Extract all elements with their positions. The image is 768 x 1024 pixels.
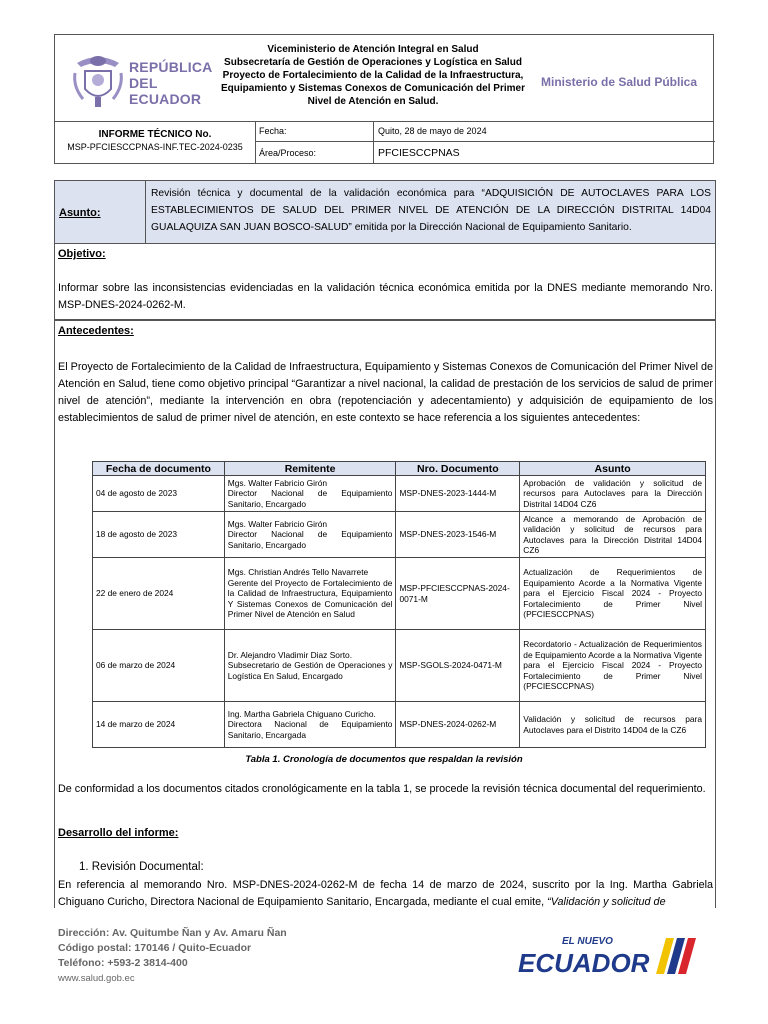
fecha-label: Fecha: — [259, 126, 287, 136]
remitente-name: Mgs. Walter Fabricio Girón — [227, 477, 328, 488]
header-title-line: Proyecto de Fortalecimiento de la Calidad de la Infraestructura, — [222, 70, 524, 81]
cell-nro: MSP-PFCIESCCPNAS-2024-0071-M — [396, 558, 520, 630]
objetivo-text: Informar sobre las inconsistencias evidenciadas en la validación técnica económica emitida por la DNES mediante memorando Nro. MSP-DNES-2024-0262-M. — [58, 282, 713, 311]
cell-asunto: Validación y solicitud de recursos para Autoclaves para el Distrito 14D04 de la CZ6 — [520, 702, 706, 748]
remitente-role: Subsecretario de Gestión de Operaciones y Logística En Salud, Encargado — [227, 660, 393, 681]
remitente-role: Gerente del Proyecto de Fortalecimiento de la Calidad de Infraestructura, Equipamiento Y Sistemas Conexos de Comunicación del Primer Nivel de Atención en Salud — [227, 577, 393, 620]
fecha-value: Quito, 28 de mayo de 2024 — [378, 126, 487, 136]
remitente-name: Mgs. Walter Fabricio Girón — [227, 518, 328, 529]
brand-main-text: ECUADOR — [518, 948, 650, 978]
desarrollo-text-italic: “Validación y solicitud de — [547, 896, 666, 908]
column-header: Asunto — [520, 462, 706, 476]
antecedentes-label: Antecedentes: — [58, 325, 134, 337]
cell-nro: MSP-DNES-2023-1444-M — [396, 476, 520, 512]
asunto-section — [54, 180, 716, 244]
remitente-role: Director Nacional de Equipamiento Sanitario, Encargado — [227, 488, 393, 509]
cell-fecha: 18 de agosto de 2023 — [93, 512, 225, 558]
report-meta — [54, 122, 714, 164]
footer-telefono: Teléfono: +593-2 3814-400 — [58, 957, 188, 969]
column-header: Fecha de documento — [93, 462, 225, 476]
ministry-name: Ministerio de Salud Pública — [541, 75, 698, 89]
informe-number: MSP-PFCIESCCPNAS-INF.TEC-2024-0235 — [67, 142, 243, 152]
header-title — [213, 43, 533, 108]
antecedentes-text: El Proyecto de Fortalecimiento de la Calidad de Infraestructura, Equipamiento y Sistemas Conexos de Comunicación del Primer Nivel de Atención en Salud, tiene como objetivo principal “Garantizar a nivel nacional, la calidad de prestación de los servicios de salud de primer nivel de atención”, mediante la intervención en obra (repotenciación y adecentamiento) y adquisición de equipamiento de los establecimientos de salud de primer nivel de atención, en este contexto se hace referencia a los siguientes antecedentes: — [58, 361, 713, 424]
objetivo-section — [54, 244, 716, 320]
asunto-text: Revisión técnica y documental de la validación económica para “ADQUISICIÓN DE AUTOCLAVES PARA LOS ESTABLECIMIENTOS DE SALUD DEL PRIMER NIVEL DE ATENCIÓN DE LA DIRECCIÓN DISTRITAL 14D04 GUALAQUIZA SAN JUAN BOSCO-SALUD” emitida por la Dirección Nacional de Equipamiento Sanitario. — [151, 188, 711, 233]
cell-asunto: Recordatorio - Actualización de Requerimientos de Equipamiento Acorde a la Normativa Vigente para el Ejercicio Fiscal 2024 - Proyecto Fortalecimiento de Primer Nivel (PFCIESCCPNAS) — [520, 630, 706, 702]
document-header — [54, 34, 714, 122]
table-caption: Tabla 1. Cronología de documentos que respaldan la revisión — [245, 754, 523, 765]
footer-web: www.salud.gob.ec — [58, 973, 135, 984]
desarrollo-text — [58, 877, 713, 911]
cell-remitente — [224, 702, 396, 748]
revision-documental-heading: 1. Revisión Documental: — [79, 861, 204, 873]
remitente-name: Ing. Martha Gabriela Chiguano Curicho. — [227, 708, 376, 719]
remitente-role: Directora Nacional de Equipamiento Sanitario, Encargada — [227, 719, 393, 740]
coat-of-arms-icon — [71, 53, 125, 109]
column-header: Remitente — [224, 462, 396, 476]
table-header-row — [93, 462, 706, 476]
cell-remitente — [224, 630, 396, 702]
footer-address — [58, 926, 287, 986]
cell-remitente — [224, 476, 396, 512]
column-header: Nro. Documento — [396, 462, 520, 476]
cell-fecha: 04 de agosto de 2023 — [93, 476, 225, 512]
table-row — [93, 702, 706, 748]
cell-nro: MSP-DNES-2023-1546-M — [396, 512, 520, 558]
cell-asunto: Aprobación de validación y solicitud de recursos para Autoclaves para la Dirección Distrital 14D04 CZ6 — [520, 476, 706, 512]
informe-label: INFORME TÉCNICO No. — [98, 129, 212, 140]
objetivo-label: Objetivo: — [58, 248, 106, 260]
republica-logo — [71, 53, 231, 113]
asunto-label: Asunto: — [59, 207, 101, 219]
cell-fecha: 14 de marzo de 2024 — [93, 702, 225, 748]
informe-block — [55, 128, 255, 153]
table-row — [93, 558, 706, 630]
cell-nro: MSP-DNES-2024-0262-M — [396, 702, 520, 748]
cell-nro: MSP-SGOLS-2024-0471-M — [396, 630, 520, 702]
desarrollo-text-plain: En referencia al memorando Nro. MSP-DNES-2024-0262-M de fecha 14 de marzo de 2024, suscrito por la Ing. Martha Gabriela Chiguano Curicho, Directora Nacional de Equipamiento Sanitario, Encargada, mediante el cual emite, — [58, 879, 713, 908]
cell-fecha: 06 de marzo de 2024 — [93, 630, 225, 702]
remitente-name: Dr. Alejandro Vladimir Diaz Sorto. — [227, 649, 353, 660]
footer-postal: Código postal: 170146 / Quito-Ecuador — [58, 942, 252, 954]
header-title-line: Subsecretaría de Gestión de Operaciones y Logística en Salud — [224, 57, 522, 68]
table-row — [93, 476, 706, 512]
header-title-line: Viceministerio de Atención Integral en Salud — [267, 44, 479, 55]
header-title-line: Nivel de Atención en Salud. — [307, 96, 439, 107]
cell-asunto: Alcance a memorando de Aprobación de validación y solicitud de recursos para Autoclaves para la Dirección Distrital 14D04 CZ6 — [520, 512, 706, 558]
cell-asunto: Actualización de Requerimientos de Equipamiento Acorde a la Normativa Vigente para el Ejercicio Fiscal 2024 - Proyecto Fortalecimiento de Primer Nivel (PFCIESCCPNAS) — [520, 558, 706, 630]
remitente-name: Mgs. Christian Andrés Tello Navarrete — [227, 567, 369, 578]
logo-text-line2: DEL ECUADOR — [129, 75, 202, 107]
table-row — [93, 630, 706, 702]
logo-text-line1: REPÚBLICA — [129, 59, 213, 75]
documents-table — [92, 461, 706, 748]
area-label: Área/Proceso: — [259, 148, 317, 158]
table-row — [93, 512, 706, 558]
remitente-role: Director Nacional de Equipamiento Sanitario, Encargado — [227, 529, 393, 550]
brand-top-text: EL NUEVO — [562, 936, 613, 947]
desarrollo-label: Desarrollo del informe: — [58, 827, 179, 839]
cell-remitente — [224, 558, 396, 630]
footer-direccion: Dirección: Av. Quitumbe Ñan y Av. Amaru Ñan — [58, 927, 287, 939]
header-title-line: Equipamiento y Sistemas Conexos de Comunicación del Primer — [221, 83, 525, 94]
cell-fecha: 22 de enero de 2024 — [93, 558, 225, 630]
cell-remitente — [224, 512, 396, 558]
conformidad-text: De conformidad a los documentos citados cronológicamente en la tabla 1, se procede la revisión técnica documental del requerimiento. — [58, 783, 706, 795]
el-nuevo-ecuador-logo — [516, 930, 716, 980]
area-value: PFCIESCCPNAS — [378, 147, 460, 159]
